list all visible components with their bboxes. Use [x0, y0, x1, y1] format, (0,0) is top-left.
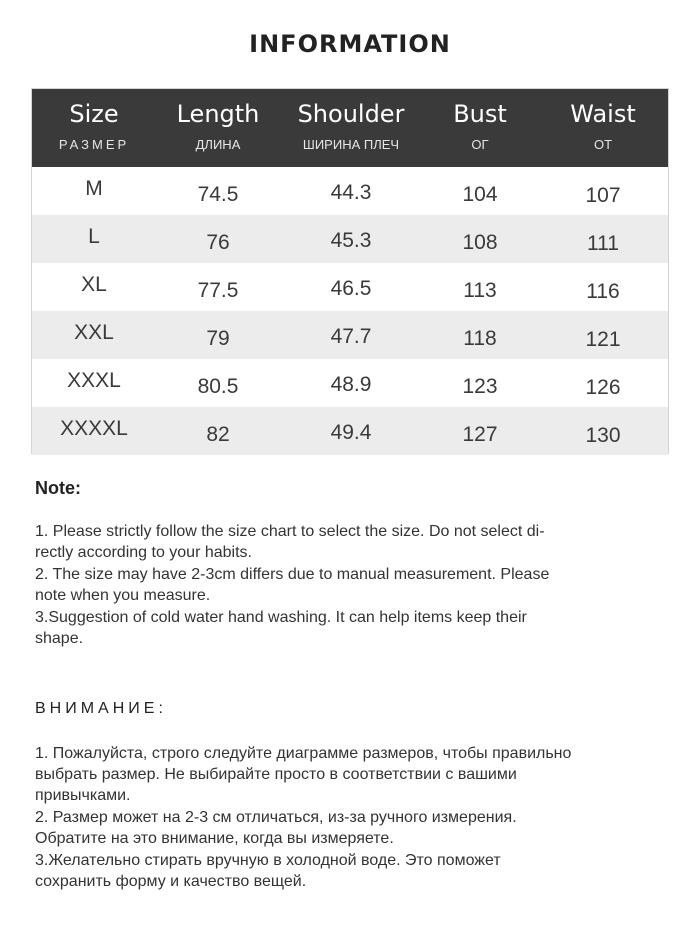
table-row [32, 311, 668, 359]
length-cell: 80.5 [197, 375, 239, 398]
header-size [32, 89, 156, 167]
bust-cell: 127 [462, 423, 498, 446]
bust-cell: 113 [463, 279, 497, 302]
bust-cell: 104 [462, 183, 498, 206]
russian-note-line: Обратите на это внимание, когда вы измеряете. [35, 830, 394, 847]
header-waist [538, 89, 668, 167]
bust-cell: 108 [462, 231, 498, 254]
header-length-ru: ДЛИНА [195, 137, 241, 152]
shoulder-cell: 48.9 [330, 373, 372, 396]
length-cell: 74.5 [197, 183, 239, 206]
size-cell: L [88, 225, 100, 248]
header-length-en: Length [176, 100, 260, 128]
note-line: 3.Suggestion of cold water hand washing. It can help items keep their [35, 609, 527, 626]
header-size-ru: РАЗМЕР [58, 137, 130, 152]
table-row [32, 359, 668, 407]
russian-note-line: 3.Желательно стирать вручную в холодной воде. Это поможет [35, 852, 501, 869]
table-row [32, 263, 668, 311]
size-cell: XL [81, 273, 107, 296]
table-header [32, 89, 668, 167]
russian-note-title: ВНИМАНИЕ: [35, 700, 167, 717]
note-title: Note: [35, 478, 81, 498]
shoulder-cell: 46.5 [330, 277, 372, 300]
waist-cell: 121 [585, 328, 621, 351]
header-shoulder [280, 89, 422, 167]
waist-cell: 111 [587, 232, 619, 255]
length-cell: 76 [206, 231, 230, 254]
note-line: 2. The size may have 2-3cm differs due to manual measurement. Please [35, 566, 550, 583]
russian-note-line: выбрать размер. Не выбирайте просто в соответствии с вашими [35, 766, 517, 783]
bust-cell: 118 [463, 327, 497, 350]
header-length [156, 89, 280, 167]
shoulder-cell: 45.3 [330, 229, 372, 252]
header-shoulder-ru: ШИРИНА ПЛЕЧ [302, 137, 400, 152]
note-line: rectly according to your habits. [35, 544, 252, 561]
russian-note-line: сохранить форму и качество вещей. [35, 873, 307, 890]
russian-note-line: привычками. [35, 787, 131, 804]
size-cell: XXXL [67, 369, 121, 392]
header-size-en: Size [69, 100, 119, 128]
shoulder-cell: 47.7 [330, 325, 372, 348]
size-cell: XXXXL [60, 417, 128, 440]
waist-cell: 116 [586, 280, 620, 303]
note-line: shape. [35, 630, 84, 647]
shoulder-cell: 49.4 [330, 421, 372, 444]
length-cell: 79 [206, 327, 230, 350]
waist-cell: 126 [585, 376, 621, 399]
size-cell: XXL [74, 321, 114, 344]
header-waist-en: Waist [570, 100, 636, 128]
size-cell: M [85, 177, 103, 200]
length-cell: 82 [206, 423, 230, 446]
header-bust-en: Bust [453, 100, 507, 128]
waist-cell: 130 [585, 424, 621, 447]
table-row [32, 215, 668, 263]
header-shoulder-en: Shoulder [297, 100, 405, 128]
russian-note-line: 2. Размер может на 2-3 см отличаться, из-за ручного измерения. [35, 809, 517, 826]
note-line: 1. Please strictly follow the size chart to select the size. Do not select di- [35, 523, 545, 540]
page-title: INFORMATION [249, 30, 451, 58]
header-bust [422, 89, 538, 167]
length-cell: 77.5 [197, 279, 239, 302]
table-row [32, 407, 668, 455]
note-line: note when you measure. [35, 587, 211, 604]
russian-note-line: 1. Пожалуйста, строго следуйте диаграмме размеров, чтобы правильно [35, 745, 572, 762]
table-row [32, 167, 668, 215]
shoulder-cell: 44.3 [330, 181, 372, 204]
waist-cell: 107 [585, 184, 621, 207]
size-chart-table [31, 88, 669, 454]
bust-cell: 123 [462, 375, 498, 398]
header-waist-ru: ОТ [593, 137, 613, 152]
header-bust-ru: ОГ [471, 137, 489, 152]
